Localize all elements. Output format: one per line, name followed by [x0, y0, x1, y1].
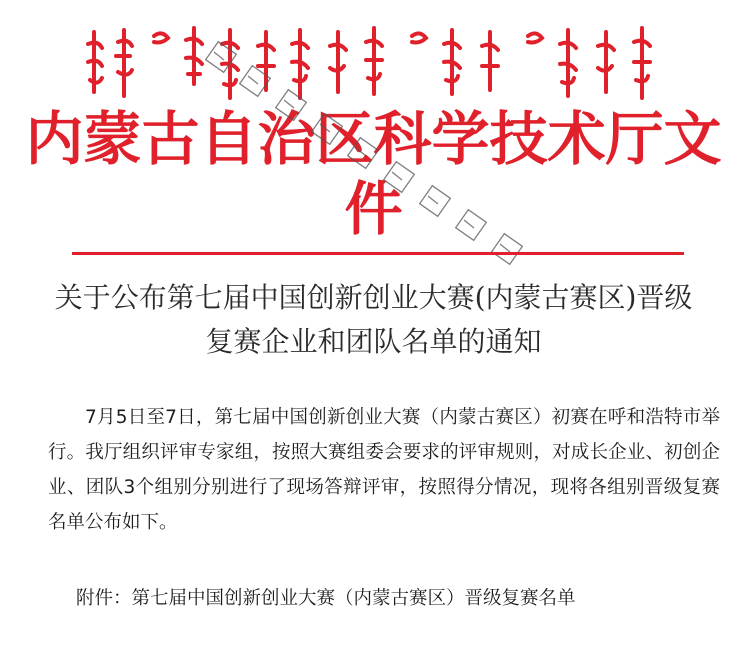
notice-body-paragraph: 7月5日至7日，第七届中国创新创业大赛（内蒙古赛区）初赛在呼和浩特市举行。我厅组织评审专家组，按照大赛组委会要求的评审规则，对成长企业、初创企业、团队3个组别分别进行了现场答辩评审，按照得分情况，现将各组别晋级复赛名单公布如下。 [48, 407, 720, 533]
notice-title [30, 276, 717, 364]
attachment-line: 附件：第七届中国创新创业大赛（内蒙古赛区）晋级复赛名单 [76, 588, 576, 609]
agency-title: 内蒙古自治区科学技术厅文件 [25, 105, 722, 243]
header-red-divider [72, 252, 684, 255]
mongolian-script-heading [82, 22, 662, 102]
notice-title-line-1: 关于公布第七届中国创新创业大赛(内蒙古赛区)晋级 [54, 281, 693, 314]
notice-title-line-2: 复赛企业和团队名单的通知 [205, 325, 542, 358]
document-header [0, 0, 747, 270]
